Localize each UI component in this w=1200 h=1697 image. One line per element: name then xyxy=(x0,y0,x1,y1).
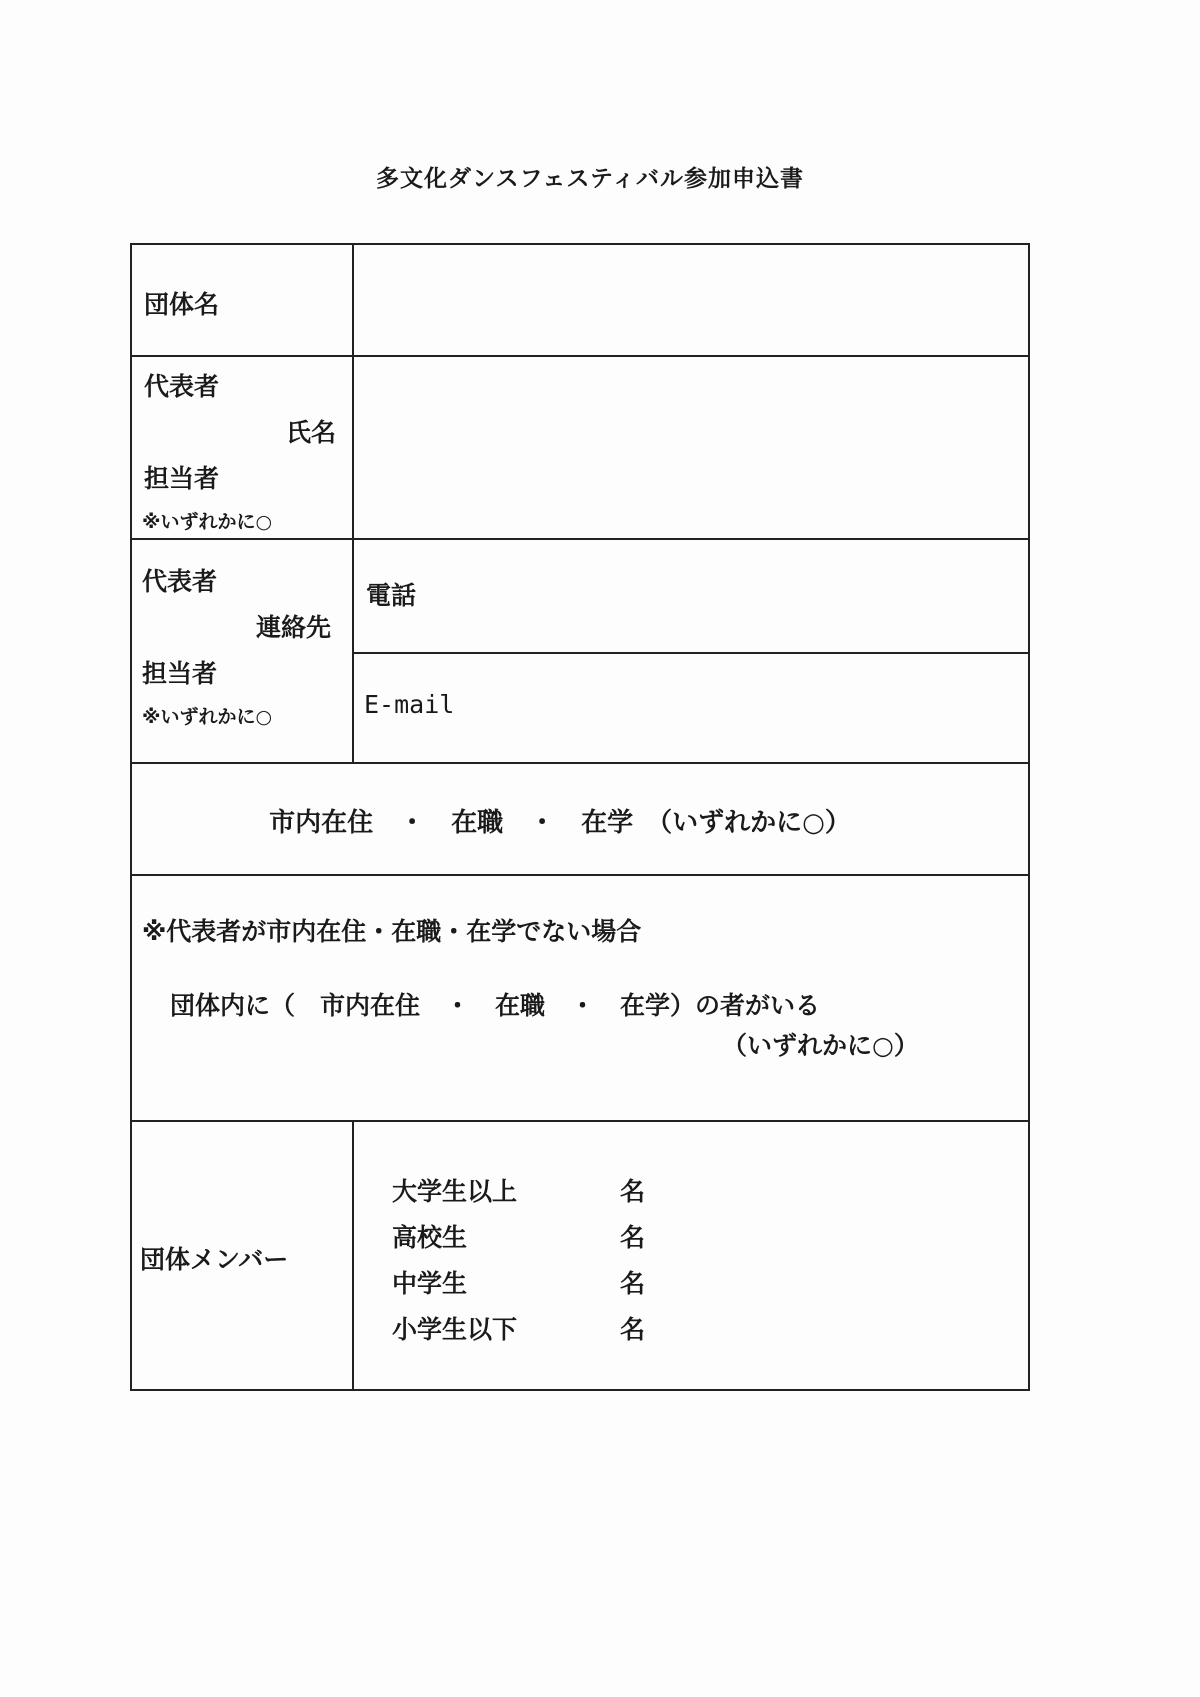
name-field[interactable] xyxy=(354,357,1028,538)
email-label: E-mail xyxy=(364,690,455,719)
alternate-condition-row xyxy=(132,876,1028,1122)
member-category: 中学生 xyxy=(392,1269,468,1298)
members-counts xyxy=(354,1122,1028,1389)
contact-label-cell xyxy=(132,540,354,762)
phone-label: 電話 xyxy=(366,581,417,610)
member-category: 大学生以上 xyxy=(392,1177,518,1206)
choose-one-note: ※いずれかに○ xyxy=(142,511,273,533)
members-label-cell xyxy=(132,1122,354,1389)
document-title: 多文化ダンスフェスティバル参加申込書 xyxy=(375,166,805,192)
email-field[interactable] xyxy=(354,654,1028,762)
contact-label: 連絡先 xyxy=(256,613,332,642)
group-name-field[interactable] xyxy=(354,245,1028,355)
member-unit: 名 xyxy=(620,1315,646,1344)
member-category: 高校生 xyxy=(392,1223,468,1252)
contact-row xyxy=(132,540,1028,764)
residency-options[interactable]: 市内在住 ・ 在職 ・ 在学 （いずれかに○） xyxy=(269,808,851,838)
alternate-heading: ※代表者が市内在住・在職・在学でない場合 xyxy=(142,917,642,946)
alternate-note: （いずれかに○） xyxy=(722,1031,919,1060)
name-row xyxy=(132,357,1028,540)
group-name-label-cell xyxy=(132,245,354,355)
choose-one-note: ※いずれかに○ xyxy=(142,706,273,728)
members-row xyxy=(132,1122,1028,1389)
representative-label: 代表者 xyxy=(142,567,218,596)
member-unit: 名 xyxy=(620,1223,646,1252)
member-unit: 名 xyxy=(620,1177,646,1206)
group-name-row xyxy=(132,245,1028,357)
contact-fields xyxy=(354,540,1028,762)
members-label: 団体メンバー xyxy=(140,1245,289,1274)
phone-field[interactable] xyxy=(354,540,1028,652)
name-label-cell xyxy=(132,357,354,538)
representative-label: 代表者 xyxy=(144,372,220,401)
member-category: 小学生以下 xyxy=(392,1315,518,1344)
alternate-options[interactable]: 団体内に（ 市内在住 ・ 在職 ・ 在学）の者がいる xyxy=(170,991,821,1020)
group-name-label: 団体名 xyxy=(144,290,220,319)
person-in-charge-label: 担当者 xyxy=(142,659,218,688)
residency-row xyxy=(132,764,1028,876)
person-in-charge-label: 担当者 xyxy=(144,464,220,493)
application-form xyxy=(130,243,1030,1391)
member-unit: 名 xyxy=(620,1269,646,1298)
name-label: 氏名 xyxy=(286,418,337,447)
